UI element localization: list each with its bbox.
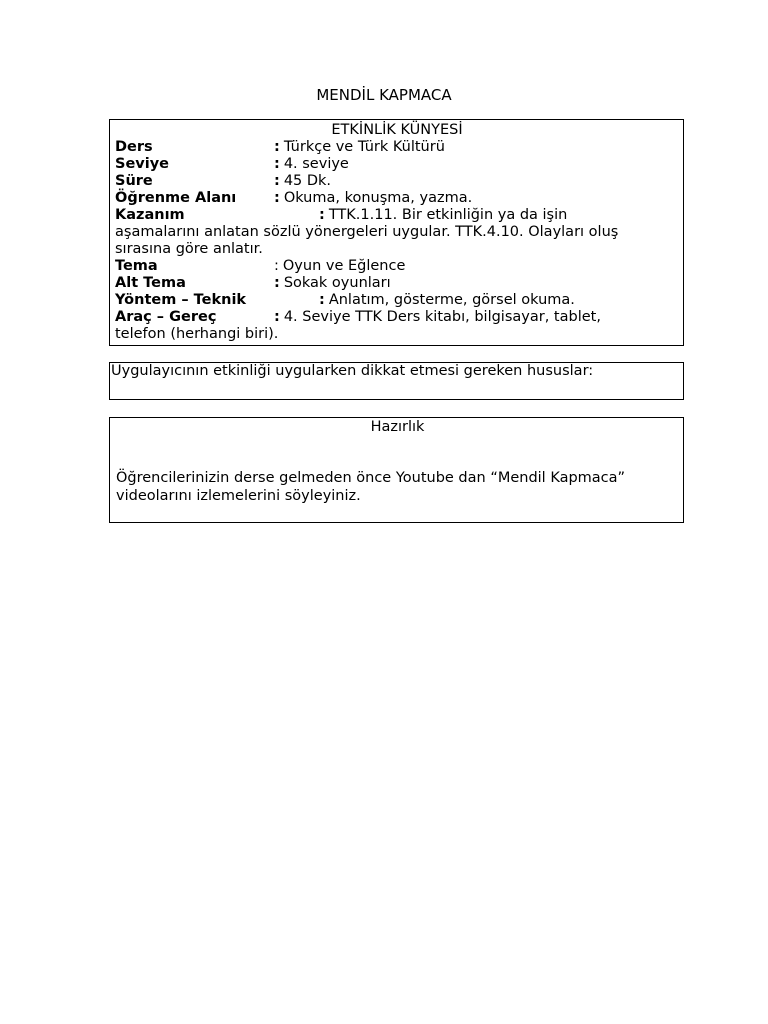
info-colon: : — [274, 275, 280, 291]
info-colon: : — [319, 207, 325, 223]
info-value: Oyun ve Eğlence — [282, 258, 406, 274]
info-value: Okuma, konuşma, yazma. — [283, 190, 473, 206]
info-row-kazanim — [115, 207, 679, 224]
info-label: Öğrenme Alanı — [115, 190, 237, 206]
info-colon: : — [319, 292, 325, 308]
info-label: Ders — [115, 139, 153, 155]
info-value: TTK.1.11. Bir etkinliğin ya da işin — [328, 207, 568, 223]
info-value: 45 Dk. — [283, 173, 332, 189]
info-value: Sokak oyunları — [283, 275, 391, 291]
info-label: Yöntem – Teknik — [115, 292, 247, 308]
card-heading: ETKİNLİK KÜNYESİ — [331, 122, 463, 138]
preparation-heading: Hazırlık — [370, 419, 425, 435]
activity-info-card — [109, 119, 684, 346]
info-label: Alt Tema — [115, 275, 186, 291]
info-colon: : — [274, 139, 280, 155]
implementer-notes-box — [109, 362, 684, 400]
info-row-arac-gerec — [115, 309, 679, 326]
document-title: MENDİL KAPMACA — [316, 86, 452, 104]
info-value: 4. Seviye TTK Ders kitabı, bilgisayar, tablet, — [283, 309, 601, 325]
info-value: 4. seviye — [283, 156, 349, 172]
info-row-ders — [115, 139, 679, 156]
info-colon: : — [274, 156, 280, 172]
kazanim-continuation: aşamalarını anlatan sözlü yönergeleri uygular. TTK.4.10. Olayları oluş — [115, 224, 619, 240]
info-row-alt-tema — [115, 275, 679, 292]
info-label: Süre — [115, 173, 153, 189]
info-value: Türkçe ve Türk Kültürü — [283, 139, 445, 155]
info-colon: : — [274, 309, 280, 325]
notes-text: Uygulayıcının etkinliği uygularken dikkat etmesi gereken hususlar: — [111, 363, 594, 379]
info-label: Kazanım — [115, 207, 185, 223]
preparation-line: videolarını izlemelerini söyleyiniz. — [116, 488, 361, 504]
info-colon: : — [274, 190, 280, 206]
arac-gerec-continuation: telefon (herhangi biri). — [115, 326, 279, 342]
info-row-seviye — [115, 156, 679, 173]
preparation-box — [109, 417, 684, 523]
info-row-tema — [115, 258, 679, 275]
info-colon: : — [274, 173, 280, 189]
info-colon: : — [274, 258, 279, 274]
info-row-yontem-teknik — [115, 292, 679, 309]
preparation-text — [116, 469, 679, 505]
info-row-sure — [115, 173, 679, 190]
info-label: Tema — [115, 258, 158, 274]
kazanim-continuation: sırasına göre anlatır. — [115, 241, 263, 257]
info-value: Anlatım, gösterme, görsel okuma. — [328, 292, 575, 308]
info-row-ogrenme-alani — [115, 190, 679, 207]
info-label: Araç – Gereç — [115, 309, 217, 325]
preparation-line: Öğrencilerinizin derse gelmeden önce Youtube dan “Mendil Kapmaca” — [116, 470, 626, 486]
info-label: Seviye — [115, 156, 169, 172]
